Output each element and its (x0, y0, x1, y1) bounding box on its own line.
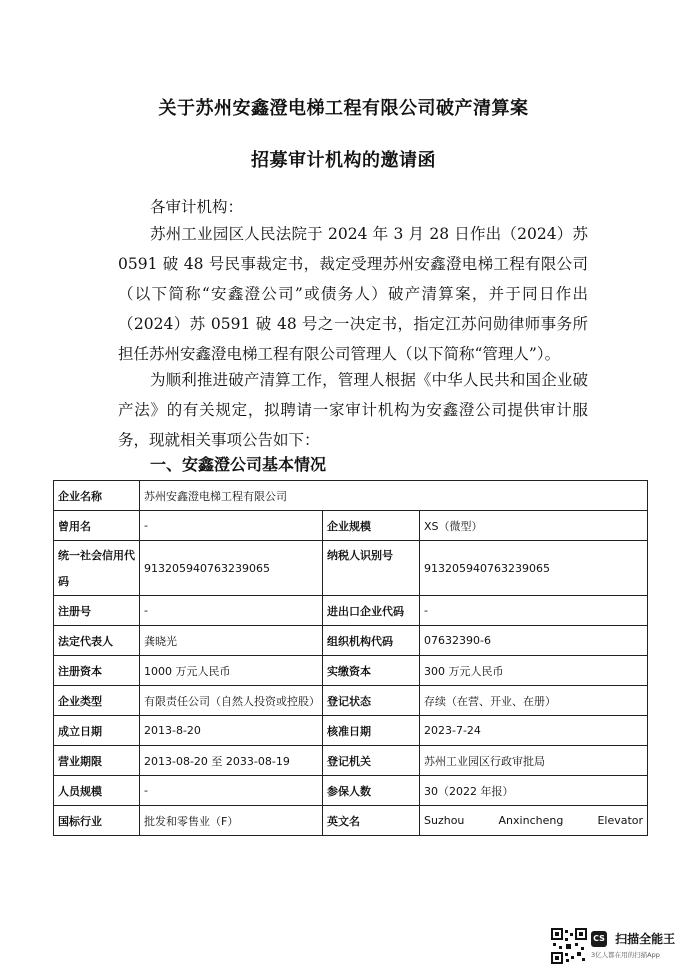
row-label: 登记状态 (323, 686, 420, 716)
row-label: 企业类型 (54, 686, 140, 716)
row-label: 企业规模 (323, 511, 420, 541)
row-value: 龚晓光 (140, 626, 323, 656)
row-label: 纳税人识别号 (323, 541, 420, 596)
row-value: 30（2022 年报） (420, 776, 648, 806)
row-label: 注册号 (54, 596, 140, 626)
row-value: 批发和零售业（F） (140, 806, 323, 836)
row-value: - (140, 596, 323, 626)
paragraph-1: 苏州工业园区人民法院于 2024 年 3 月 28 日作出（2024）苏 0591 破 48 号民事裁定书，裁定受理苏州安鑫澄电梯工程有限公司（以下简称“安鑫澄公司”或债务人）破产清算案，并于同日作出（2024）苏 0591 破 48 号之一决定书，指定江苏问勋律师事务所担任苏州安鑫澄电梯工程有限公司管理人（以下简称“管理人”）。 (118, 225, 588, 363)
company-name-value: 苏州安鑫澄电梯工程有限公司 (140, 481, 648, 511)
scanner-watermark (591, 928, 675, 959)
company-name-label: 企业名称 (54, 481, 140, 511)
scanner-logo-icon: CS (591, 931, 607, 947)
row-value: 2013-08-20 至 2033-08-19 (140, 746, 323, 776)
english-name-value (420, 806, 648, 836)
row-label: 注册资本 (54, 656, 140, 686)
row-label: 法定代表人 (54, 626, 140, 656)
english-name-word: Elevator (597, 814, 644, 827)
scanner-name: 扫描全能王 (615, 932, 676, 946)
row-value: 苏州工业园区行政审批局 (420, 746, 648, 776)
row-label: 国标行业 (54, 806, 140, 836)
english-name-word: Anxincheng (498, 814, 564, 827)
row-label: 进出口企业代码 (323, 596, 420, 626)
salutation: 各审计机构： (150, 198, 244, 216)
scanner-tagline: 3亿人都在用的扫描App (591, 951, 660, 959)
row-label: 参保人数 (323, 776, 420, 806)
row-label: 登记机关 (323, 746, 420, 776)
row-value: - (140, 776, 323, 806)
table-row (54, 541, 648, 596)
row-label: 成立日期 (54, 716, 140, 746)
row-label: 英文名 (323, 806, 420, 836)
row-value: 1000 万元人民币 (140, 656, 323, 686)
table-row (54, 776, 648, 806)
row-value: 存续（在营、开业、在册） (420, 686, 648, 716)
row-value: XS（微型） (420, 511, 648, 541)
table-row (54, 481, 648, 511)
row-value: 有限责任公司（自然人投资或控股） (140, 686, 323, 716)
row-value: 913205940763239065 (420, 541, 648, 596)
row-label: 组织机构代码 (323, 626, 420, 656)
table-row (54, 806, 648, 836)
english-name-word: Suzhou (424, 814, 465, 827)
title-line-2: 招募审计机构的邀请函 (251, 150, 436, 171)
table-row (54, 686, 648, 716)
row-value: 913205940763239065 (140, 541, 323, 596)
table-row (54, 746, 648, 776)
row-label: 曾用名 (54, 511, 140, 541)
company-info-table (53, 480, 648, 836)
row-value: 07632390-6 (420, 626, 648, 656)
row-value: - (140, 511, 323, 541)
row-value: 2013-8-20 (140, 716, 323, 746)
row-value: 2023-7-24 (420, 716, 648, 746)
table-row (54, 596, 648, 626)
row-value: 300 万元人民币 (420, 656, 648, 686)
table-row (54, 626, 648, 656)
table-row (54, 716, 648, 746)
qr-code-icon (551, 928, 587, 964)
paragraph-2: 为顺利推进破产清算工作，管理人根据《中华人民共和国企业破产法》的有关规定，拟聘请一家审计机构为安鑫澄公司提供审计服务，现就相关事项公告如下： (118, 371, 588, 449)
row-label: 统一社会信用代码 (54, 541, 140, 596)
title-line-1: 关于苏州安鑫澄电梯工程有限公司破产清算案 (158, 98, 529, 119)
row-label: 营业期限 (54, 746, 140, 776)
row-label: 实缴资本 (323, 656, 420, 686)
row-label: 核准日期 (323, 716, 420, 746)
row-label: 人员规模 (54, 776, 140, 806)
row-value: - (420, 596, 648, 626)
table-row (54, 511, 648, 541)
table-row (54, 656, 648, 686)
section-heading: 一、安鑫澄公司基本情况 (150, 455, 327, 474)
